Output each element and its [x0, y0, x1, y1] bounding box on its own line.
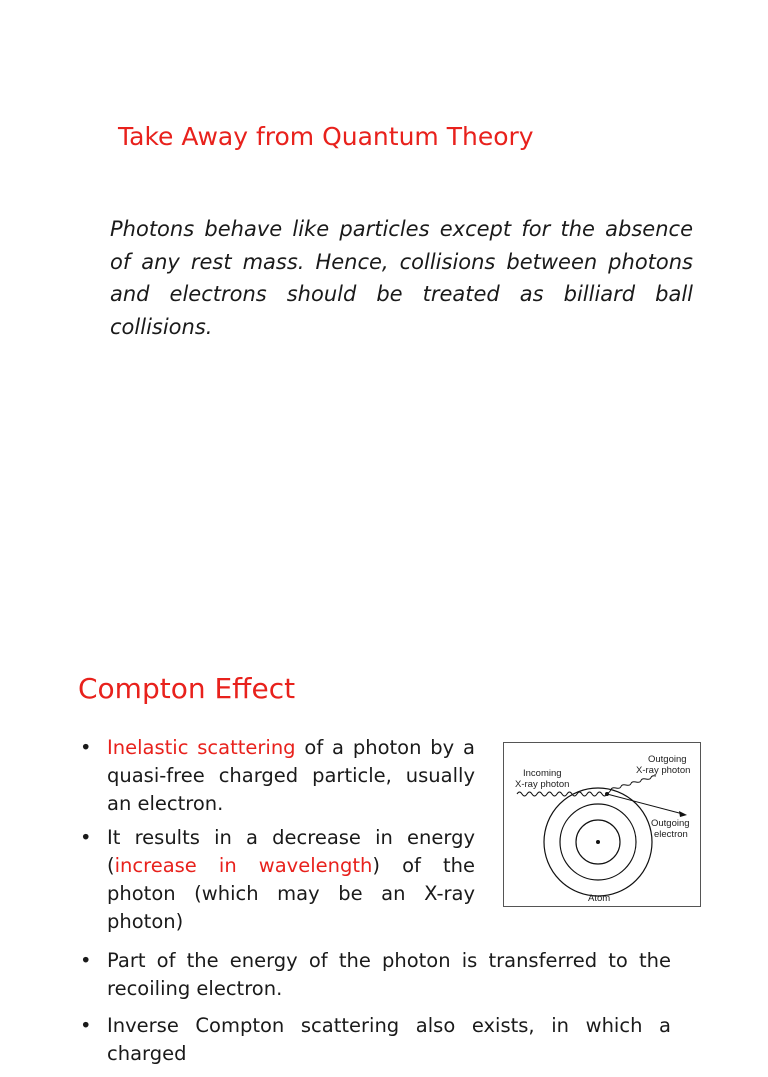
- atom-label: Atom: [588, 893, 611, 904]
- quote-paragraph: Photons behave like particles except for the absence of any rest mass. Hence, collisions between photons and electrons should be treated as billiard ball collisions.: [110, 217, 693, 339]
- outgoing-photon-label: X-ray photon: [636, 765, 691, 776]
- bullet-item: [80, 1012, 671, 1068]
- bullet-text: of a photon by a quasi-free charged particle, usually an electron.: [107, 736, 475, 815]
- incoming-label: X-ray photon: [515, 779, 570, 790]
- bullet-dot: •: [80, 949, 92, 972]
- incoming-label: Incoming: [523, 768, 562, 779]
- bullet-dot: •: [80, 1014, 92, 1037]
- bullet-text: It results in a decrease in energy (: [107, 826, 475, 877]
- outgoing-electron-label: Outgoing: [651, 818, 690, 829]
- bullet-item: [80, 947, 671, 1003]
- bullet-text: ) of the photon (which may be an X-ray photon): [107, 854, 475, 933]
- slide-title: Take Away from Quantum Theory: [118, 122, 534, 151]
- bullet-list: [80, 734, 475, 942]
- bullet-dot: •: [80, 826, 92, 849]
- nucleus: [596, 840, 600, 844]
- section-title: Compton Effect: [78, 672, 296, 705]
- bullet-list-2: [80, 947, 671, 1077]
- highlight-text: increase in wavelength: [114, 854, 373, 877]
- bullet-dot: •: [80, 736, 92, 759]
- outgoing-photon-label: Outgoing: [648, 754, 687, 765]
- electron-dot: [605, 792, 609, 796]
- bullet-item: [80, 824, 475, 936]
- bullet-item: [80, 734, 475, 818]
- bullet-text: Part of the energy of the photon is transferred to the recoiling electron.: [107, 949, 671, 1000]
- outgoing-electron-label: electron: [654, 829, 688, 840]
- bullet-text: Inverse Compton scattering also exists, in which a charged: [107, 1014, 671, 1065]
- highlight-text: Inelastic scattering: [107, 736, 296, 759]
- compton-diagram: [503, 742, 701, 907]
